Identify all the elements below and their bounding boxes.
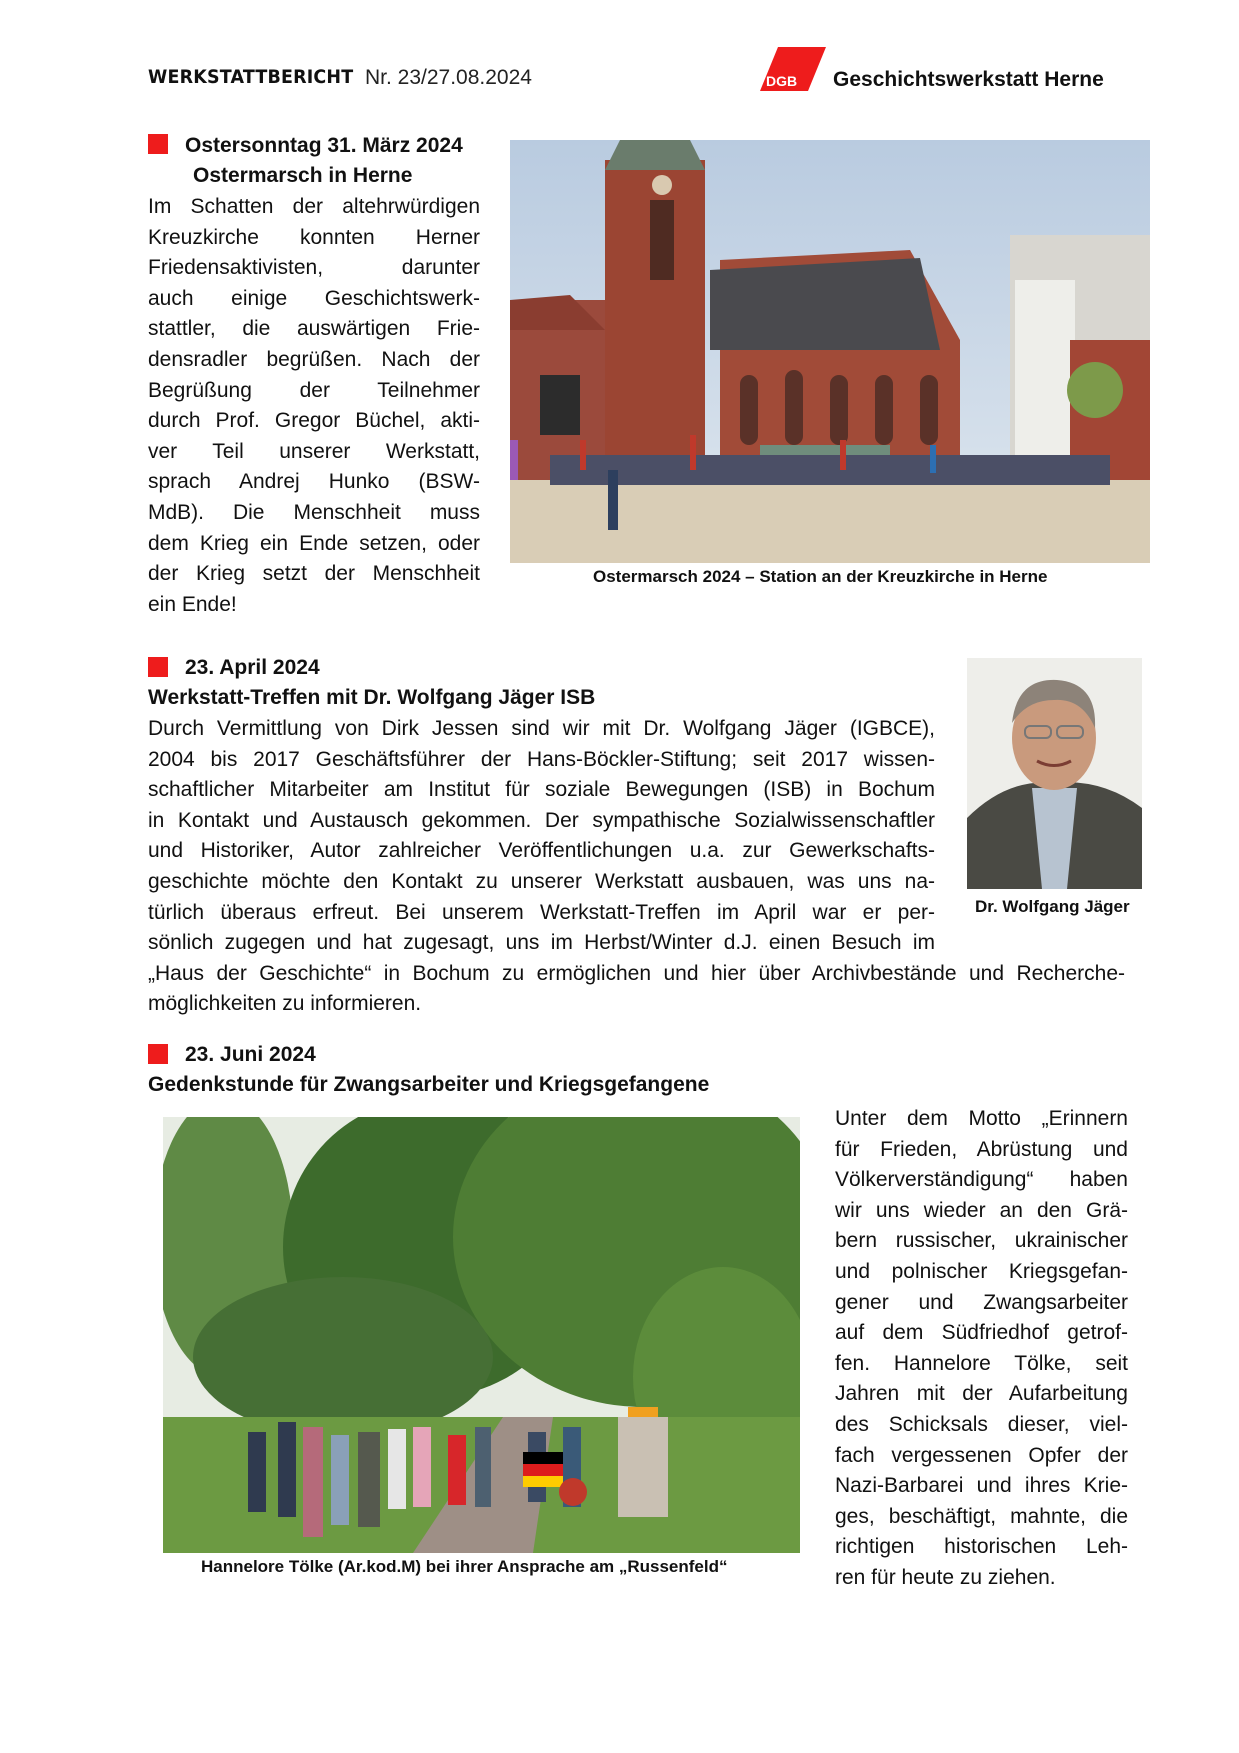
section-bullet-icon	[148, 134, 168, 154]
text-line: Begrüßung der Teilnehmer	[148, 378, 480, 402]
section-3-title: Gedenkstunde für Zwangsarbeiter und Kriegsgefangene	[148, 1073, 710, 1096]
ostermarsch-photo-caption: Ostermarsch 2024 – Station an der Kreuzkirche in Herne	[593, 567, 1048, 586]
text-line: bern russischer, ukrainischer	[835, 1229, 1128, 1253]
text-line: 2004 bis 2017 Geschäftsführer der Hans-Böckler-Stiftung; seit 2017 wissen-	[148, 747, 935, 771]
text-line: gener und Zwangsarbeiter	[835, 1290, 1128, 1314]
section-2-date: 23. April 2024	[185, 656, 320, 679]
text-line: stattler, die auswärtigen Frie-	[148, 317, 480, 341]
text-line: fach vergessenen Opfer der	[835, 1443, 1128, 1467]
organization-name: Geschichtswerkstatt Herne	[833, 68, 1104, 91]
section-bullet-icon	[148, 657, 168, 677]
text-line: des Schicksals dieser, viel-	[835, 1412, 1128, 1436]
text-line: auf dem Südfriedhof getrof-	[835, 1321, 1128, 1345]
text-line: Völkerverständigung“ haben	[835, 1168, 1128, 1192]
text-line: wir uns wieder an den Grä-	[835, 1198, 1128, 1222]
text-line: richtigen historischen Leh-	[835, 1535, 1128, 1559]
section-2-title: Werkstatt-Treffen mit Dr. Wolfgang Jäger ISB	[148, 686, 596, 709]
text-line: Jahren mit der Aufarbeitung	[835, 1382, 1128, 1406]
text-line: und polnischer Kriegsgefan-	[835, 1259, 1128, 1283]
gedenkstunde-photo	[163, 1117, 800, 1553]
text-line: in Kontakt und Austausch gekommen. Der sympathische Sozialwissenschaftler	[148, 808, 935, 832]
report-title: WERKSTATTBERICHT	[148, 66, 354, 88]
text-line: ein Ende!	[148, 592, 237, 616]
text-line: der Krieg setzt der Menschheit	[148, 562, 480, 586]
ostermarsch-photo	[510, 140, 1150, 563]
text-line: Friedensaktivisten, darunter	[148, 256, 480, 280]
text-line: für Frieden, Abrüstung und	[835, 1137, 1128, 1161]
section-bullet-icon	[148, 1044, 168, 1064]
text-line: MdB). Die Menschheit muss	[148, 500, 480, 524]
text-line: schaftlicher Mitarbeiter am Institut für soziale Bewegungen (ISB) in Bochum	[148, 778, 935, 802]
text-line: und Historiker, Autor zahlreicher Veröffentlichungen u.a. zur Gewerkschafts-	[148, 839, 935, 863]
text-line: Unter dem Motto „Erinnern	[835, 1107, 1128, 1130]
text-line: ver Teil unserer Werkstatt,	[148, 439, 480, 463]
text-line: geschichte möchte den Kontakt zu unserer Werkstatt ausbauen, was uns na-	[148, 869, 935, 893]
dgb-logo	[760, 47, 826, 91]
text-line: sönlich zugegen und hat zugesagt, uns im Herbst/Winter d.J. einen Besuch im	[148, 931, 935, 955]
text-line: möglichkeiten zu informieren.	[148, 992, 422, 1016]
text-line: ges, beschäftigt, mahnte, die	[835, 1504, 1128, 1528]
text-line: dem Krieg ein Ende setzen, oder	[148, 531, 480, 555]
dgb-logo-text: DGB	[766, 73, 798, 89]
text-line: auch einige Geschichtswerk-	[148, 286, 480, 310]
text-line: „Haus der Geschichte“ in Bochum zu ermöglichen und hier über Archivbestände und Recherche-	[148, 961, 1125, 985]
text-line: ren für heute zu ziehen.	[835, 1565, 1056, 1589]
text-line: fen. Hannelore Tölke, seit	[835, 1351, 1128, 1375]
text-line: sprach Andrej Hunko (BSW-	[148, 470, 480, 494]
issue-number: Nr. 23/27.08.2024	[365, 66, 532, 89]
portrait-caption: Dr. Wolfgang Jäger	[975, 897, 1130, 916]
text-line: Kreuzkirche konnten Herner	[148, 225, 480, 249]
section-3-date: 23. Juni 2024	[185, 1043, 316, 1066]
section-1-body	[148, 192, 480, 620]
text-line: Im Schatten der altehrwürdigen	[148, 195, 480, 218]
text-line: Durch Vermittlung von Dirk Jessen sind wir mit Dr. Wolfgang Jäger (IGBCE),	[148, 717, 935, 740]
section-1-date: Ostersonntag 31. März 2024	[185, 134, 463, 157]
gedenkstunde-photo-caption: Hannelore Tölke (Ar.kod.M) bei ihrer Ansprache am „Russenfeld“	[201, 1557, 728, 1576]
text-line: türlich überaus erfreut. Bei unserem Werkstatt-Treffen im April war er per-	[148, 900, 935, 924]
section-3-body	[835, 1104, 1128, 1594]
section-1-title: Ostermarsch in Herne	[193, 164, 413, 187]
text-line: Nazi-Barbarei und ihres Krie-	[835, 1474, 1128, 1498]
portrait-photo	[967, 658, 1142, 889]
text-line: durch Prof. Gregor Büchel, akti-	[148, 409, 480, 433]
text-line: densradler begrüßen. Nach der	[148, 347, 480, 371]
